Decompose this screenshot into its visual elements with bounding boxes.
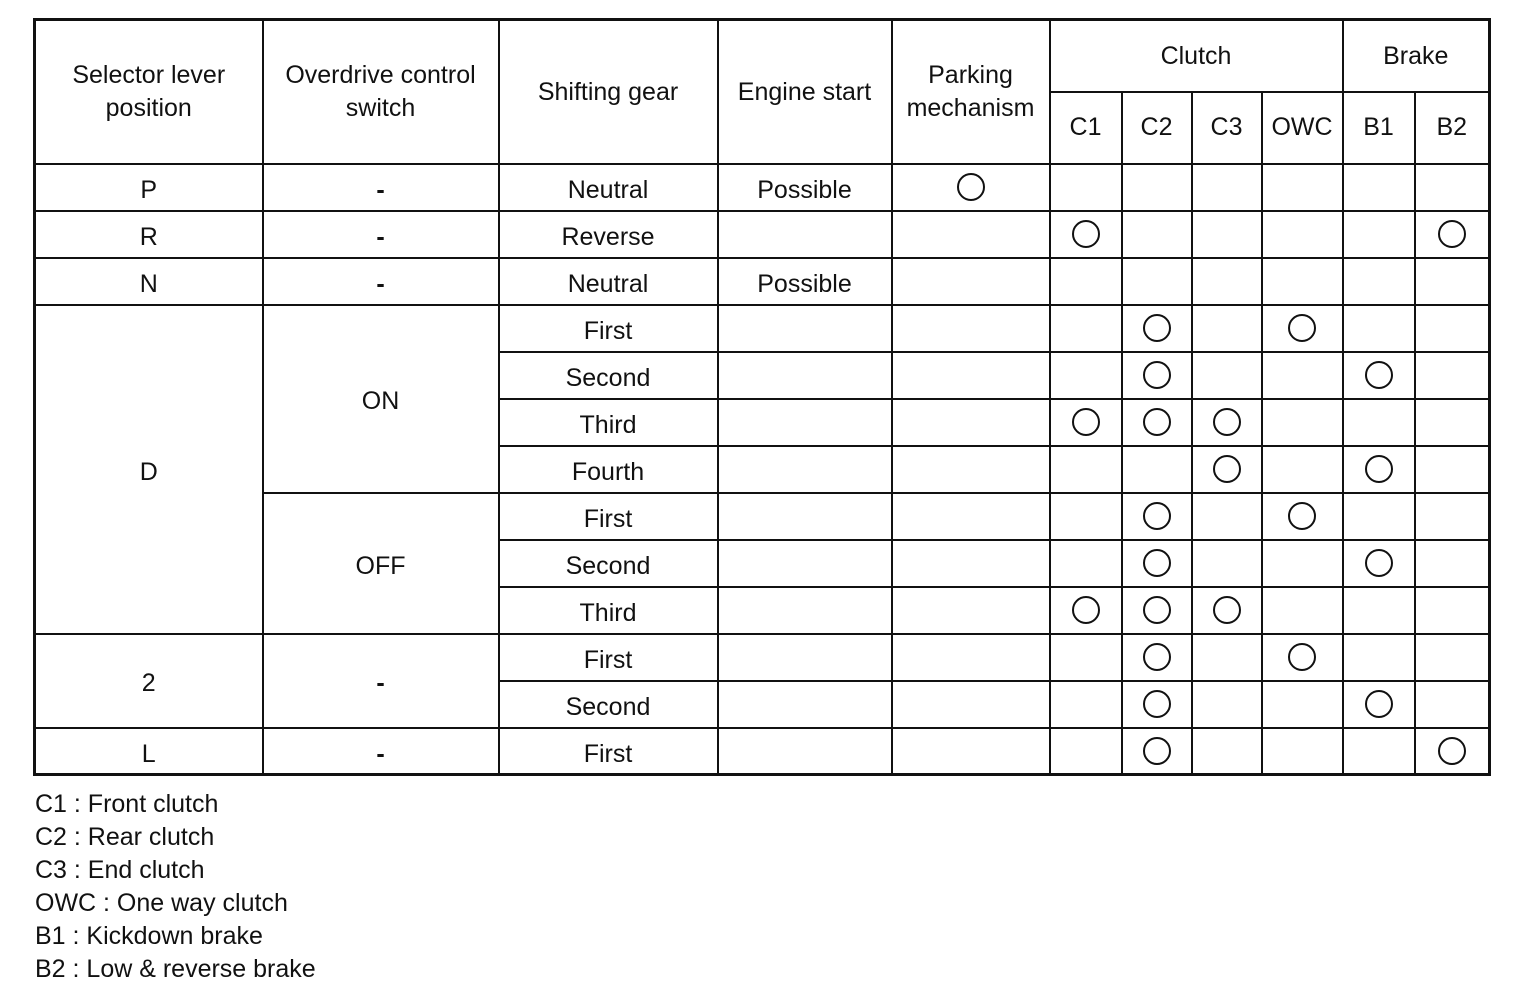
parking-cell — [892, 352, 1050, 399]
b1-cell — [1343, 540, 1415, 587]
overdrive-cell-text: - — [376, 669, 385, 698]
c3-cell — [1192, 305, 1262, 352]
engaged-circle-icon — [1072, 596, 1100, 624]
engaged-circle-icon — [1143, 314, 1171, 342]
legend-item-b1: B1 : Kickdown brake — [35, 922, 263, 950]
c1-cell — [1050, 446, 1122, 493]
parking-cell — [892, 305, 1050, 352]
header-b2: B2 — [1415, 92, 1490, 164]
gear-cell-text: Reverse — [561, 222, 655, 251]
engine-start-cell — [718, 634, 892, 681]
selector-cell — [35, 634, 263, 728]
engaged-circle-icon — [1365, 690, 1393, 718]
engine-start-cell — [718, 587, 892, 634]
owc-cell — [1262, 493, 1343, 540]
gear-cell — [499, 493, 718, 540]
c2-cell — [1122, 164, 1192, 211]
header-overdrive-control-switch: Overdrive control switch — [263, 20, 499, 164]
b2-cell — [1415, 399, 1490, 446]
header-selector-lever-position: Selector lever position — [35, 20, 263, 164]
table-body — [35, 164, 1490, 775]
c1-cell — [1050, 258, 1122, 305]
gear-cell — [499, 634, 718, 681]
parking-cell — [892, 164, 1050, 211]
engaged-circle-icon — [1143, 596, 1171, 624]
selector-cell — [35, 164, 263, 211]
c3-cell — [1192, 634, 1262, 681]
overdrive-cell-text: OFF — [355, 551, 406, 580]
gear-cell — [499, 258, 718, 305]
c1-cell — [1050, 540, 1122, 587]
c1-cell — [1050, 399, 1122, 446]
overdrive-cell — [263, 728, 499, 775]
engaged-circle-icon — [1213, 596, 1241, 624]
c1-cell — [1050, 728, 1122, 775]
engaged-circle-icon — [1072, 408, 1100, 436]
gear-cell-text: Third — [579, 598, 637, 627]
header-clutch-group: Clutch — [1050, 20, 1343, 92]
c2-cell — [1122, 352, 1192, 399]
owc-cell — [1262, 634, 1343, 681]
engine-start-cell — [718, 540, 892, 587]
selector-cell-text: D — [139, 457, 158, 486]
gear-cell-text: Second — [565, 363, 651, 392]
table-row — [35, 728, 1490, 775]
legend-item-c2: C2 : Rear clutch — [35, 823, 215, 851]
overdrive-cell-text: - — [376, 175, 385, 204]
overdrive-cell — [263, 258, 499, 305]
b1-cell — [1343, 634, 1415, 681]
gear-cell — [499, 164, 718, 211]
gear-cell-text: First — [583, 645, 633, 674]
engaged-circle-icon — [1213, 455, 1241, 483]
c1-cell — [1050, 493, 1122, 540]
gear-cell-text: First — [583, 504, 633, 533]
legend-item-c3: C3 : End clutch — [35, 856, 205, 884]
overdrive-cell — [263, 305, 499, 493]
b2-cell — [1415, 305, 1490, 352]
b1-cell — [1343, 728, 1415, 775]
c1-cell — [1050, 634, 1122, 681]
header-c3: C3 — [1192, 92, 1262, 164]
engaged-circle-icon — [1365, 361, 1393, 389]
b1-cell — [1343, 258, 1415, 305]
engaged-circle-icon — [957, 173, 985, 201]
gear-cell — [499, 211, 718, 258]
engine-start-cell — [718, 493, 892, 540]
engaged-circle-icon — [1438, 220, 1466, 248]
b1-cell — [1343, 164, 1415, 211]
selector-cell-text: L — [141, 739, 156, 768]
overdrive-cell — [263, 211, 499, 258]
selector-cell — [35, 305, 263, 634]
overdrive-cell — [263, 634, 499, 728]
owc-cell — [1262, 399, 1343, 446]
c2-cell — [1122, 728, 1192, 775]
gear-cell-text: Second — [565, 692, 651, 721]
engine-start-cell — [718, 305, 892, 352]
parking-cell — [892, 446, 1050, 493]
c1-cell — [1050, 587, 1122, 634]
b2-cell — [1415, 164, 1490, 211]
b1-cell — [1343, 587, 1415, 634]
gear-cell-text: Third — [579, 410, 637, 439]
c1-cell — [1050, 305, 1122, 352]
shift-element-table — [33, 18, 1491, 776]
header-parking-mechanism: Parking mechanism — [892, 20, 1050, 164]
c3-cell — [1192, 258, 1262, 305]
c2-cell — [1122, 493, 1192, 540]
c3-cell — [1192, 446, 1262, 493]
c1-cell — [1050, 352, 1122, 399]
c1-cell — [1050, 164, 1122, 211]
c3-cell — [1192, 211, 1262, 258]
selector-cell — [35, 258, 263, 305]
gear-cell-text: Second — [565, 551, 651, 580]
gear-cell — [499, 587, 718, 634]
b1-cell — [1343, 352, 1415, 399]
engine-start-cell — [718, 446, 892, 493]
b2-cell — [1415, 681, 1490, 728]
legend-item-owc: OWC : One way clutch — [35, 889, 288, 917]
table-row — [35, 258, 1490, 305]
selector-cell — [35, 728, 263, 775]
c3-cell — [1192, 399, 1262, 446]
owc-cell — [1262, 540, 1343, 587]
header-brake-group: Brake — [1343, 20, 1490, 92]
table-row — [35, 634, 1490, 681]
c2-cell — [1122, 399, 1192, 446]
selector-cell-text: 2 — [141, 669, 156, 698]
gear-cell-text: Fourth — [571, 457, 645, 486]
gear-cell-text: First — [583, 316, 633, 345]
table-row — [35, 211, 1490, 258]
engine-start-cell-text: Possible — [757, 175, 852, 204]
header-c1: C1 — [1050, 92, 1122, 164]
engaged-circle-icon — [1365, 455, 1393, 483]
gear-cell — [499, 446, 718, 493]
engaged-circle-icon — [1288, 314, 1316, 342]
legend — [35, 788, 316, 986]
c3-cell — [1192, 493, 1262, 540]
owc-cell — [1262, 164, 1343, 211]
engaged-circle-icon — [1288, 643, 1316, 671]
gear-cell — [499, 540, 718, 587]
overdrive-cell-text: ON — [361, 387, 400, 416]
engine-start-cell — [718, 352, 892, 399]
engaged-circle-icon — [1143, 549, 1171, 577]
engaged-circle-icon — [1143, 361, 1171, 389]
owc-cell — [1262, 446, 1343, 493]
table-row — [35, 305, 1490, 352]
engine-start-cell — [718, 728, 892, 775]
overdrive-cell-text: - — [376, 222, 385, 251]
parking-cell — [892, 634, 1050, 681]
gear-cell — [499, 681, 718, 728]
gear-cell — [499, 305, 718, 352]
b1-cell — [1343, 681, 1415, 728]
parking-cell — [892, 587, 1050, 634]
selector-cell-text: P — [140, 175, 158, 204]
owc-cell — [1262, 352, 1343, 399]
gear-cell-text: Neutral — [567, 269, 649, 298]
parking-cell — [892, 540, 1050, 587]
header-c2: C2 — [1122, 92, 1192, 164]
engaged-circle-icon — [1072, 220, 1100, 248]
engine-start-cell — [718, 164, 892, 211]
owc-cell — [1262, 681, 1343, 728]
c3-cell — [1192, 587, 1262, 634]
b1-cell — [1343, 305, 1415, 352]
engaged-circle-icon — [1365, 549, 1393, 577]
engine-start-cell — [718, 399, 892, 446]
owc-cell — [1262, 211, 1343, 258]
selector-cell-text: N — [139, 269, 158, 298]
c3-cell — [1192, 681, 1262, 728]
b2-cell — [1415, 446, 1490, 493]
c2-cell — [1122, 446, 1192, 493]
c3-cell — [1192, 352, 1262, 399]
gear-cell-text: Neutral — [567, 175, 649, 204]
engaged-circle-icon — [1143, 690, 1171, 718]
c2-cell — [1122, 305, 1192, 352]
engine-start-cell — [718, 681, 892, 728]
engaged-circle-icon — [1288, 502, 1316, 530]
c3-cell — [1192, 728, 1262, 775]
b2-cell — [1415, 493, 1490, 540]
b2-cell — [1415, 211, 1490, 258]
overdrive-cell — [263, 493, 499, 634]
gear-cell — [499, 399, 718, 446]
c2-cell — [1122, 258, 1192, 305]
parking-cell — [892, 211, 1050, 258]
overdrive-cell-text: - — [376, 739, 385, 768]
b2-cell — [1415, 634, 1490, 681]
c1-cell — [1050, 681, 1122, 728]
gear-cell-text: First — [583, 739, 633, 768]
b1-cell — [1343, 211, 1415, 258]
overdrive-cell-text: - — [376, 269, 385, 298]
engaged-circle-icon — [1143, 502, 1171, 530]
engaged-circle-icon — [1143, 737, 1171, 765]
c2-cell — [1122, 540, 1192, 587]
c3-cell — [1192, 164, 1262, 211]
c3-cell — [1192, 540, 1262, 587]
engaged-circle-icon — [1438, 737, 1466, 765]
selector-cell — [35, 211, 263, 258]
engaged-circle-icon — [1143, 643, 1171, 671]
owc-cell — [1262, 305, 1343, 352]
header-b1: B1 — [1343, 92, 1415, 164]
b1-cell — [1343, 399, 1415, 446]
parking-cell — [892, 399, 1050, 446]
engine-start-cell — [718, 258, 892, 305]
parking-cell — [892, 728, 1050, 775]
c2-cell — [1122, 634, 1192, 681]
engine-start-cell — [718, 211, 892, 258]
header-row-main — [35, 20, 1490, 92]
owc-cell — [1262, 728, 1343, 775]
b2-cell — [1415, 587, 1490, 634]
overdrive-cell — [263, 164, 499, 211]
header-owc: OWC — [1262, 92, 1343, 164]
parking-cell — [892, 493, 1050, 540]
b2-cell — [1415, 540, 1490, 587]
b2-cell — [1415, 728, 1490, 775]
gear-cell — [499, 352, 718, 399]
c2-cell — [1122, 587, 1192, 634]
legend-item-b2: B2 : Low & reverse brake — [35, 955, 316, 983]
c2-cell — [1122, 681, 1192, 728]
header-engine-start: Engine start — [718, 20, 892, 164]
c2-cell — [1122, 211, 1192, 258]
engaged-circle-icon — [1143, 408, 1171, 436]
engine-start-cell-text: Possible — [757, 269, 852, 298]
parking-cell — [892, 258, 1050, 305]
table-row — [35, 164, 1490, 211]
b2-cell — [1415, 258, 1490, 305]
b2-cell — [1415, 352, 1490, 399]
selector-cell-text: R — [139, 222, 158, 251]
b1-cell — [1343, 446, 1415, 493]
parking-cell — [892, 681, 1050, 728]
engaged-circle-icon — [1213, 408, 1241, 436]
owc-cell — [1262, 587, 1343, 634]
b1-cell — [1343, 493, 1415, 540]
gear-cell — [499, 728, 718, 775]
owc-cell — [1262, 258, 1343, 305]
legend-item-c1: C1 : Front clutch — [35, 790, 219, 818]
header-shifting-gear: Shifting gear — [499, 20, 718, 164]
c1-cell — [1050, 211, 1122, 258]
